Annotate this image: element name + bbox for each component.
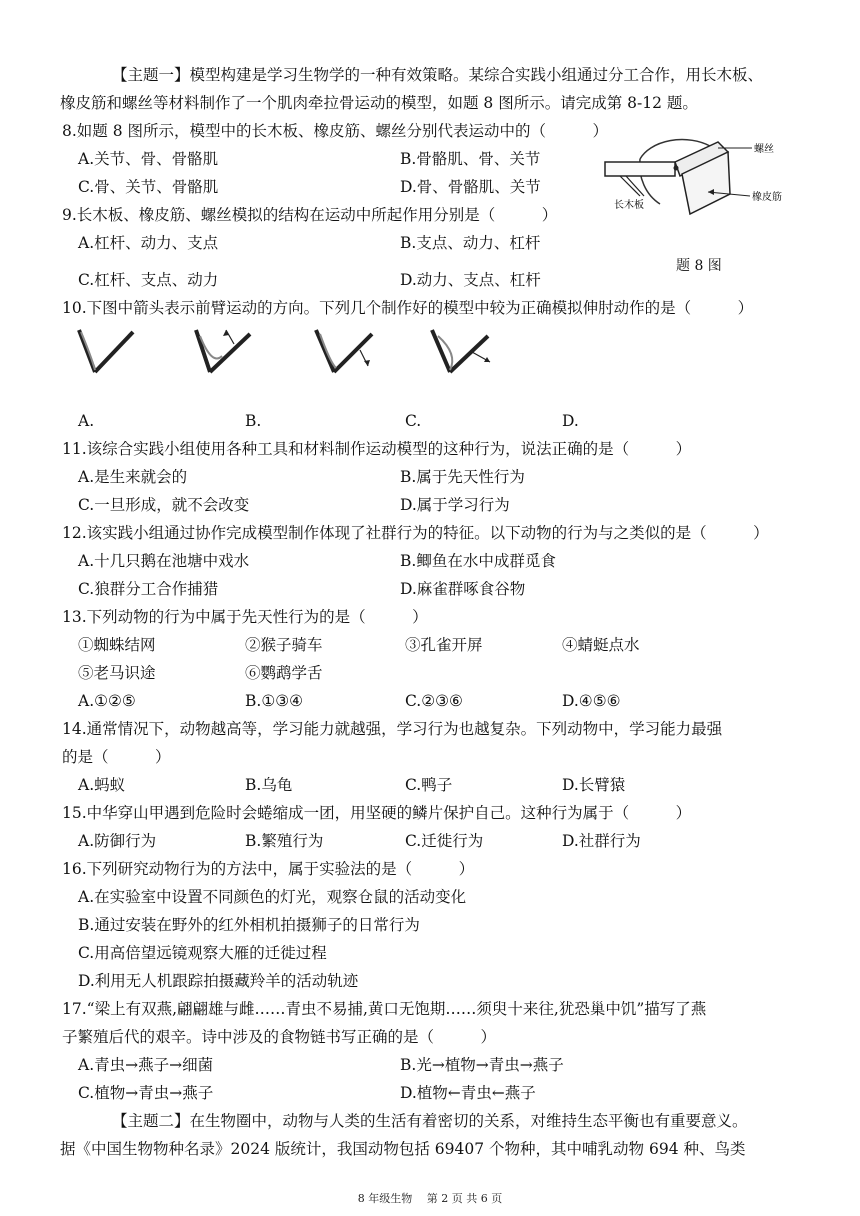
q13-option-c: C.②③⑥ <box>405 692 463 710</box>
q15-option-a: A.防御行为 <box>78 832 157 850</box>
topic1-intro-line2: 橡皮筋和螺丝等材料制作了一个肌肉牵拉骨运动的模型，如题 8 图所示。请完成第 8-12 题。 <box>60 94 698 112</box>
topic2-intro-line2: 据《中国生物物种名录》2024 版统计，我国动物包括 69407 个物种，其中哺乳动物 694 种、鸟类 <box>60 1140 746 1158</box>
q9-option-c: C.杠杆、支点、动力 <box>78 271 219 289</box>
q15-option-b: B.繁殖行为 <box>245 832 324 850</box>
q17-option-c: C.植物→青虫→燕子 <box>78 1084 214 1102</box>
q16-option-a: A.在实验室中设置不同颜色的灯光，观察仓鼠的活动变化 <box>78 888 467 906</box>
q11-option-d: D.属于学习行为 <box>400 496 510 514</box>
q17-option-d: D.植物←青虫←燕子 <box>400 1084 536 1102</box>
q16-option-c: C.用高倍望远镜观察大雁的迁徙过程 <box>78 944 327 962</box>
q13-item-2: ②猴子骑车 <box>245 636 323 654</box>
q10-option-b: B. <box>245 412 262 430</box>
q11-stem: 11.该综合实践小组使用各种工具和材料制作运动模型的这种行为，说法正确的是（ ） <box>62 440 692 458</box>
q13-item-1: ①蜘蛛结网 <box>78 636 156 654</box>
topic2-intro-line1: 【主题二】在生物圈中，动物与人类的生活有着密切的关系，对维持生态平衡也有重要意义。 <box>112 1112 748 1130</box>
figure-8-caption: 题 8 图 <box>676 258 722 274</box>
q13-stem: 13.下列动物的行为中属于先天性行为的是（ ） <box>62 608 428 626</box>
q12-option-b: B.鲫鱼在水中成群觅食 <box>400 552 556 570</box>
q12-option-a: A.十几只鹅在池塘中戏水 <box>78 552 250 570</box>
q15-option-c: C.迁徙行为 <box>405 832 484 850</box>
q13-item-4: ④蜻蜓点水 <box>562 636 640 654</box>
figure-8-muscle-model <box>600 134 810 244</box>
q9-option-a: A.杠杆、动力、支点 <box>78 234 219 252</box>
q10-stem: 10.下图中箭头表示前臂运动的方向。下列几个制作好的模型中较为正确模拟伸肘动作的是（ ） <box>62 299 754 317</box>
q15-stem: 15.中华穿山甲遇到危险时会蜷缩成一团，用坚硬的鳞片保护自己。这种行为属于（ ） <box>62 804 692 822</box>
q14-option-c: C.鸭子 <box>405 776 453 794</box>
q9-option-d: D.动力、支点、杠杆 <box>400 271 541 289</box>
q10-option-a: A. <box>78 412 95 430</box>
figure-8-label-board: 长木板 <box>614 200 644 211</box>
q9-stem: 9.长木板、橡皮筋、螺丝模拟的结构在运动中所起作用分别是（ ） <box>62 206 558 224</box>
q14-option-b: B.乌龟 <box>245 776 293 794</box>
q8-stem: 8.如题 8 图所示，模型中的长木板、橡皮筋、螺丝分别代表运动中的（ ） <box>62 122 609 140</box>
q8-option-b: B.骨骼肌、骨、关节 <box>400 150 541 168</box>
q16-option-d: D.利用无人机跟踪拍摄藏羚羊的活动轨迹 <box>78 972 359 990</box>
q14-option-d: D.长臂猿 <box>562 776 626 794</box>
q12-option-c: C.狼群分工合作捕猎 <box>78 580 219 598</box>
q14-stem-line1: 14.通常情况下，动物越高等，学习能力就越强，学习行为也越复杂。下列动物中，学习能力最强 <box>62 720 723 738</box>
q14-stem-line2: 的是（ ） <box>62 748 171 766</box>
q17-stem-line2: 子繁殖后代的艰辛。诗中涉及的食物链书写正确的是（ ） <box>62 1028 497 1046</box>
q14-option-a: A.蚂蚁 <box>78 776 126 794</box>
q13-option-b: B.①③④ <box>245 692 304 710</box>
q11-option-c: C.一旦形成，就不会改变 <box>78 496 250 514</box>
q10-option-d: D. <box>562 412 579 430</box>
q13-option-d: D.④⑤⑥ <box>562 692 621 710</box>
q9-option-b: B.支点、动力、杠杆 <box>400 234 541 252</box>
q17-stem-line1: 17.“梁上有双燕,翩翩雄与雌……青虫不易捕,黄口无饱期……须臾十来往,犹恐巢中饥”描写了燕 <box>62 1000 707 1018</box>
q10-option-c: C. <box>405 412 422 430</box>
q10-model-b-icon <box>192 326 262 378</box>
q17-option-a: A.青虫→燕子→细菌 <box>78 1056 214 1074</box>
q13-item-3: ③孔雀开屏 <box>405 636 483 654</box>
q13-option-a: A.①②⑤ <box>78 692 136 710</box>
figure-8-label-screw: 螺丝 <box>754 144 774 155</box>
q12-stem: 12.该实践小组通过协作完成模型制作体现了社群行为的特征。以下动物的行为与之类似的是（ ） <box>62 524 769 542</box>
q11-option-b: B.属于先天性行为 <box>400 468 525 486</box>
topic1-intro-line1: 【主题一】模型构建是学习生物学的一种有效策略。某综合实践小组通过分工合作，用长木板、 <box>112 66 764 84</box>
q17-option-b: B.光→植物→青虫→燕子 <box>400 1056 564 1074</box>
q8-option-c: C.骨、关节、骨骼肌 <box>78 178 219 196</box>
q12-option-d: D.麻雀群啄食谷物 <box>400 580 526 598</box>
page-footer: 8 年级生物 第 2 页 共 6 页 <box>357 1192 503 1205</box>
q8-option-d: D.骨、骨骼肌、关节 <box>400 178 541 196</box>
q8-option-a: A.关节、骨、骨骼肌 <box>78 150 219 168</box>
q15-option-d: D.社群行为 <box>562 832 641 850</box>
q11-option-a: A.是生来就会的 <box>78 468 188 486</box>
q10-model-d-icon <box>428 326 498 378</box>
q10-model-a-icon <box>75 326 145 378</box>
figure-8-label-rubber: 橡皮筋 <box>752 192 782 203</box>
q16-stem: 16.下列研究动物行为的方法中，属于实验法的是（ ） <box>62 860 475 878</box>
q10-model-c-icon <box>312 326 382 378</box>
q13-item-6: ⑥鹦鹉学舌 <box>245 664 323 682</box>
q16-option-b: B.通过安装在野外的红外相机拍摄狮子的日常行为 <box>78 916 420 934</box>
q13-item-5: ⑤老马识途 <box>78 664 156 682</box>
